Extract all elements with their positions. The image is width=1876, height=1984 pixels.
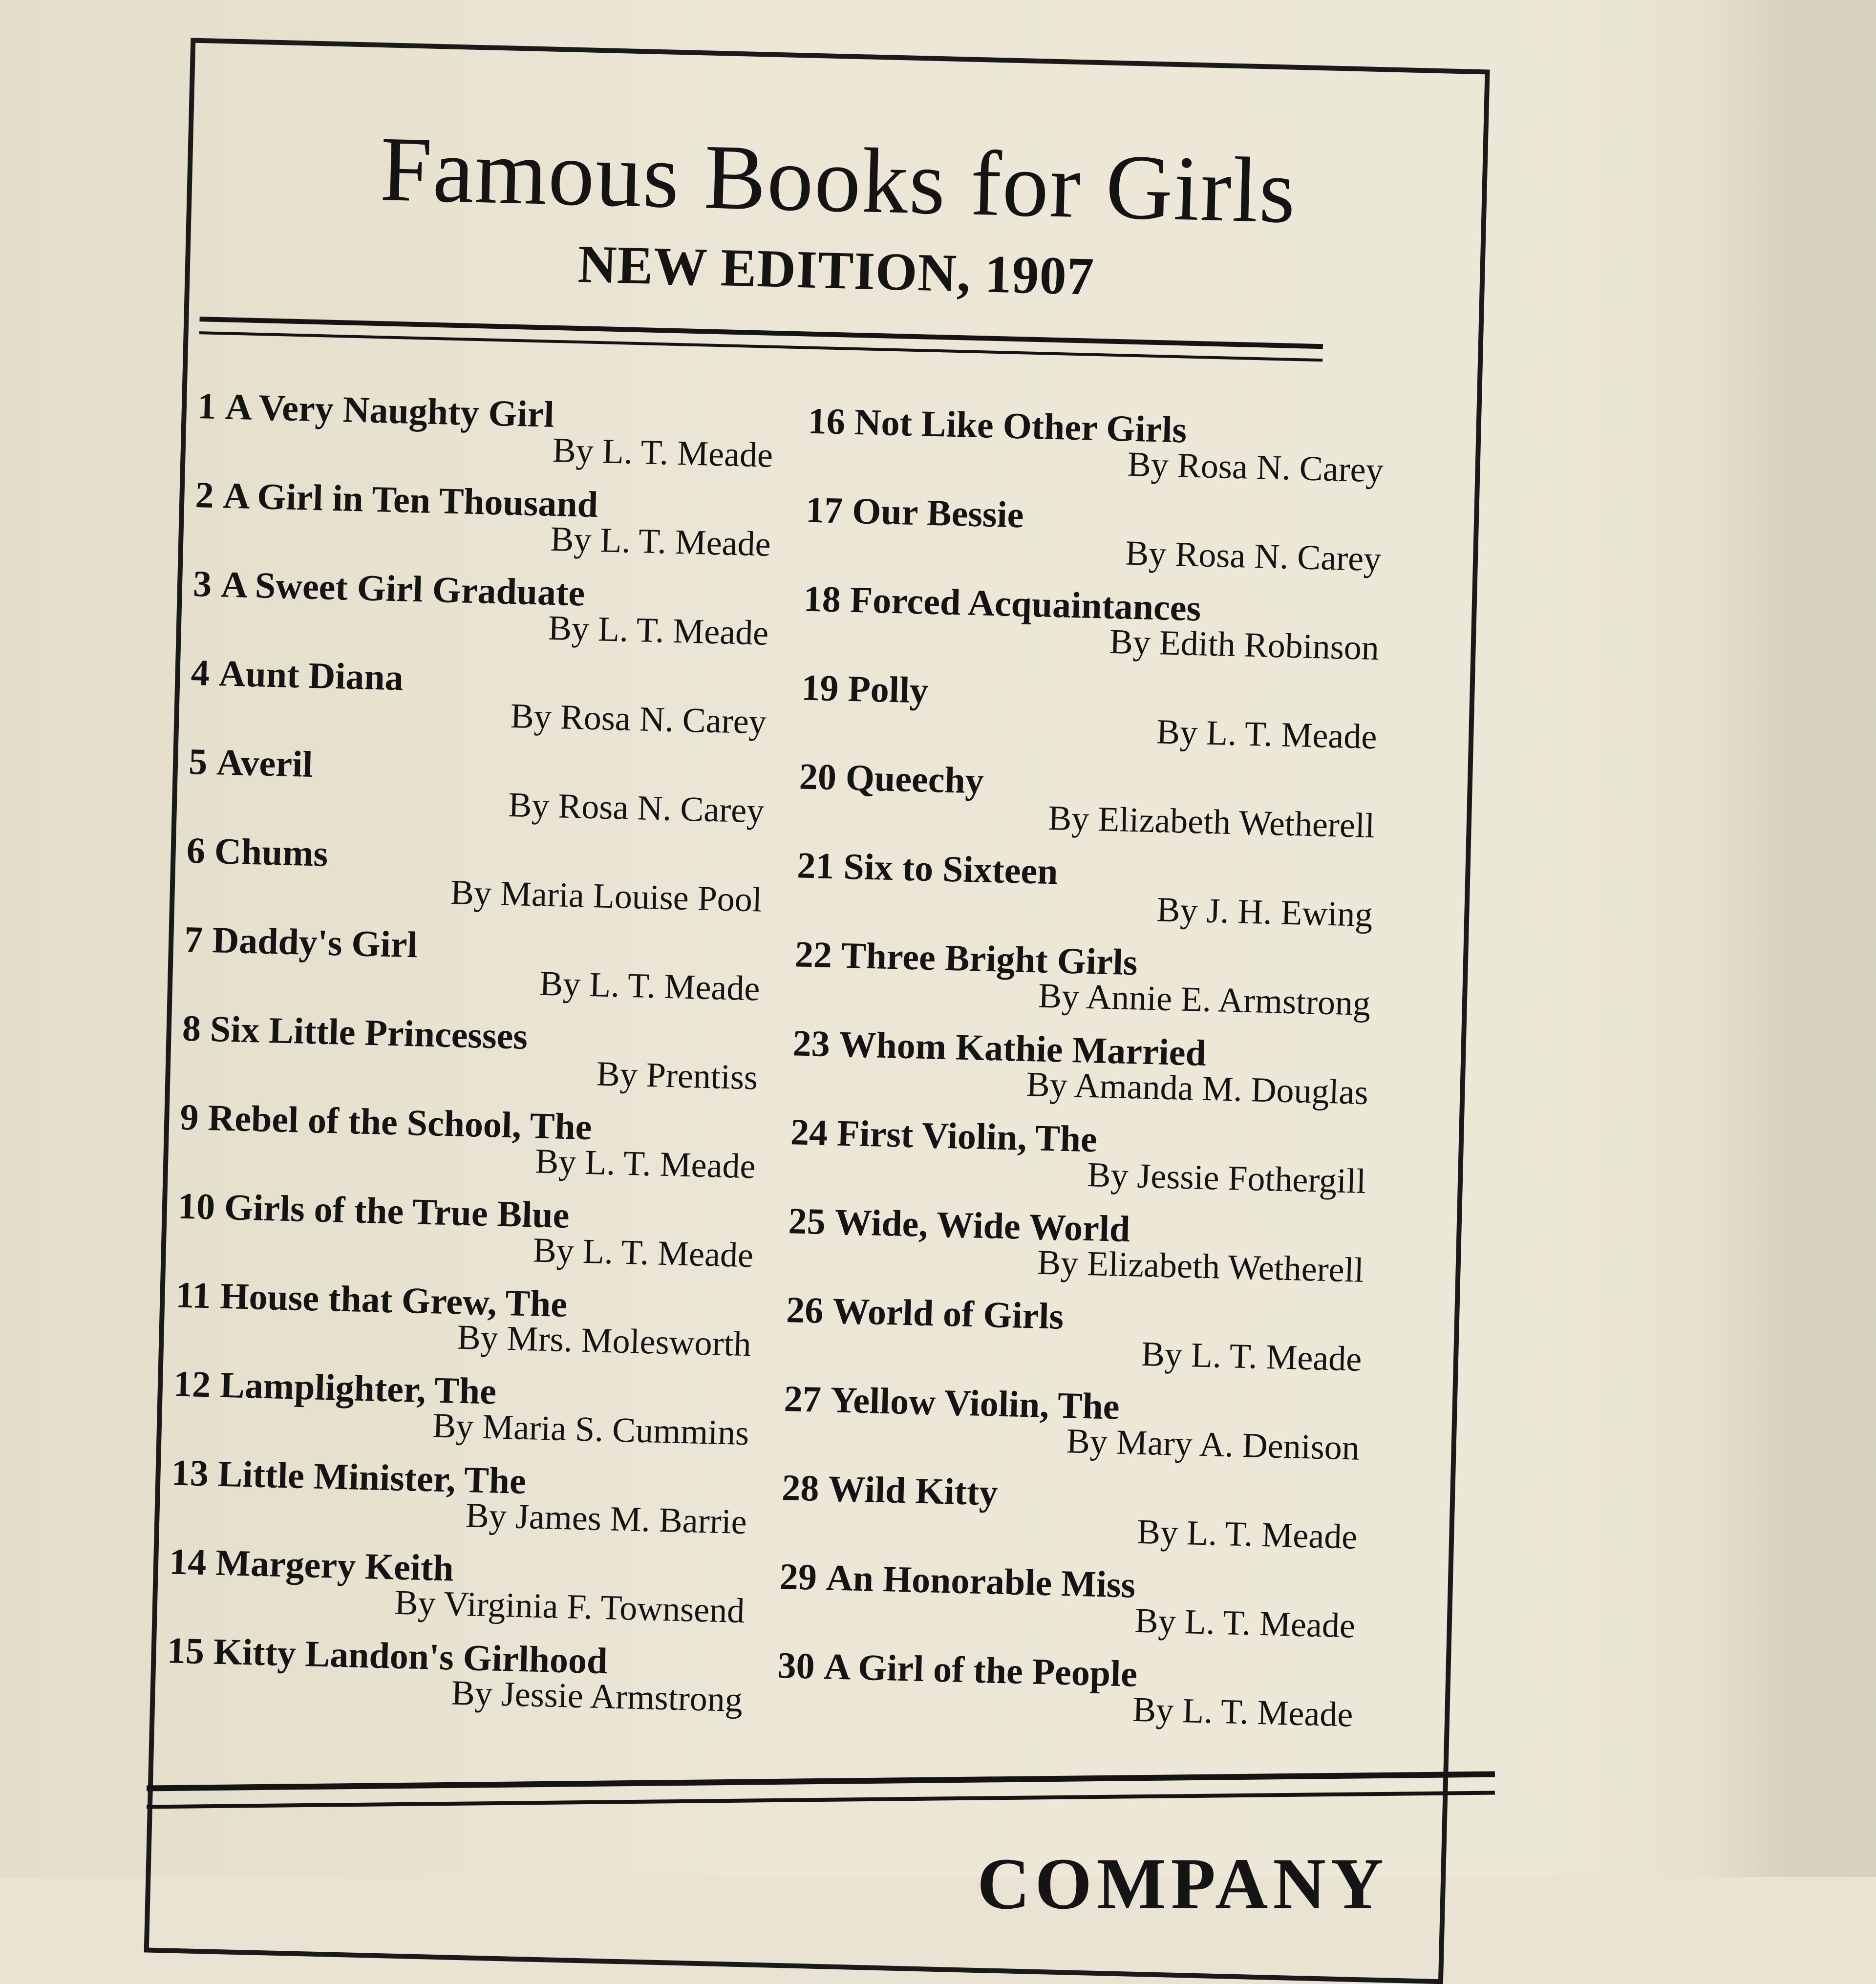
book-number: 3 [192,563,213,605]
book-entry [176,1185,755,1288]
book-number: 18 [803,578,841,620]
book-entry [804,489,1383,592]
book-entry [791,1022,1369,1125]
book-number: 28 [781,1467,820,1509]
book-number: 12 [173,1363,212,1406]
book-title-text: Averil [216,742,314,786]
book-title [799,755,984,802]
book-number: 9 [179,1096,199,1138]
book-author: By Elizabeth Wetherell [1047,798,1375,846]
book-spine-shadow [1700,0,1876,1877]
book-entry [802,577,1381,681]
book-number: 7 [184,918,204,960]
header-rule-thin [199,331,1322,362]
book-number: 5 [188,741,208,783]
book-entry [780,1467,1359,1570]
book-title [790,1111,1098,1161]
book-number: 25 [788,1200,826,1242]
book-title [177,1185,570,1237]
book-author: By L. T. Meade [539,963,761,1008]
book-author: By Virginia F. Townsend [394,1582,746,1631]
book-number: 14 [169,1541,207,1583]
book-number: 27 [783,1378,822,1420]
book-entry [187,741,766,844]
book-entry [168,1540,746,1643]
book-number: 8 [182,1007,202,1049]
book-entry [793,933,1372,1036]
book-title [197,385,554,436]
book-entry [785,1289,1363,1392]
book-title-text: Margery Keith [215,1542,454,1589]
book-number: 22 [794,934,833,976]
book-author: By Rosa N. Carey [1127,444,1384,490]
book-title-text: Rebel of the School, The [207,1097,593,1148]
book-title-text: Daddy's Girl [212,919,418,966]
book-title-text: First Violin, The [836,1112,1098,1160]
book-author: By L. T. Meade [532,1230,754,1275]
book-number: 19 [801,667,839,709]
book-author: By L. T. Meade [1141,1334,1363,1379]
book-title [184,918,418,967]
book-number: 17 [805,489,844,532]
book-number: 1 [197,385,217,427]
book-author: By L. T. Meade [548,608,769,653]
book-title [182,1007,528,1058]
book-author: By J. H. Ewing [1156,890,1373,935]
book-entry [174,1274,752,1377]
book-author: By Rosa N. Carey [510,696,767,742]
book-author: By L. T. Meade [534,1141,756,1186]
book-number: 29 [779,1556,818,1598]
book-number: 16 [807,400,846,443]
book-author: By Maria Louise Pool [450,873,763,919]
book-entry [787,1200,1365,1303]
book-author: By Elizabeth Wetherell [1037,1242,1364,1290]
book-author: By L. T. Meade [1156,712,1378,757]
book-title-text: Little Minister, The [217,1453,527,1502]
book-number: 13 [171,1452,209,1494]
book-title-text: A Very Naughty Girl [225,386,555,435]
page-title: Famous Books for Girls [379,118,1298,243]
publisher-name-fragment: COMPANY [977,1843,1389,1924]
book-number: 26 [786,1289,824,1331]
book-author: By Mrs. Molesworth [456,1317,752,1364]
book-title-text: Kitty Landon's Girlhood [213,1631,608,1682]
book-number: 23 [792,1023,831,1065]
book-number: 11 [175,1274,212,1317]
book-number: 4 [190,652,210,694]
book-number: 30 [777,1644,815,1687]
book-title-text: Whom Kathie Married [838,1024,1207,1074]
book-title-text: Chums [213,831,329,875]
book-title [781,1467,998,1515]
book-number: 2 [194,474,214,516]
book-author: By Jessie Fothergill [1087,1155,1367,1201]
book-entry [181,1007,759,1110]
book-title-text: Polly [847,668,929,711]
book-entry [800,666,1378,769]
book-title [779,1556,1136,1607]
book-entry [166,1629,744,1732]
book-title [777,1644,1138,1696]
book-title-text: Six Little Princesses [210,1008,529,1057]
book-author: By Edith Robinson [1109,621,1380,668]
book-number: 15 [166,1630,205,1672]
book-entry [192,563,770,666]
book-entry [170,1451,748,1555]
book-author: By Mary A. Denison [1066,1421,1360,1468]
book-entry [778,1556,1357,1659]
header-rule-thick [199,317,1323,349]
book-entry [795,844,1374,947]
book-title [801,666,929,712]
book-author: By Amanda M. Douglas [1025,1064,1369,1112]
book-entry [776,1644,1354,1748]
book-title-text: Aunt Diana [218,653,404,699]
book-entry [172,1363,750,1466]
book-title-text: A Girl of the People [823,1646,1138,1695]
book-entry [189,652,767,755]
book-author: By Jessie Armstrong [451,1673,743,1720]
book-number: 20 [799,756,837,798]
book-entry [806,400,1385,503]
book-author: By L. T. Meade [1134,1600,1356,1645]
book-title-text: Wide, Wide World [834,1201,1131,1250]
book-title-text: Not Like Other Girls [853,401,1188,451]
book-author: By Annie E. Armstrong [1038,976,1371,1024]
left-book-column [166,385,774,1732]
book-author: By L. T. Meade [550,519,771,564]
book-title-text: Forced Acquaintances [849,579,1202,629]
book-author: By L. T. Meade [1136,1512,1358,1557]
book-title [191,652,404,700]
book-title-text: Queechy [845,757,984,802]
book-number: 10 [177,1185,216,1228]
book-title-text: A Girl in Ten Thousand [222,475,598,526]
book-title-text: House that Grew, The [219,1275,568,1325]
book-author: By Maria S. Cummins [432,1406,750,1453]
book-author: By L. T. Meade [1132,1689,1354,1734]
book-author: By Prentiss [596,1054,758,1097]
book-title-text: Three Bright Girls [841,935,1138,983]
right-book-column [776,400,1385,1748]
book-list-page [133,82,1504,1853]
book-title [188,741,313,786]
book-title [786,1289,1064,1338]
book-title [805,489,1024,537]
book-entry [789,1111,1367,1214]
book-number: 24 [790,1111,829,1153]
edition-subtitle: NEW EDITION, 1907 [577,234,1095,306]
book-entry [183,918,761,1022]
book-entry [178,1096,757,1199]
book-title-text: Our Bessie [852,490,1024,536]
book-entry [783,1378,1361,1481]
book-entry [196,385,774,488]
book-title-text: Lamplighter, The [219,1364,497,1412]
book-author: By L. T. Meade [552,430,774,475]
book-title-text: A Sweet Girl Graduate [220,564,586,614]
book-title-text: Yellow Violin, The [830,1379,1120,1428]
book-entry [798,755,1376,858]
book-title-text: An Honorable Miss [825,1557,1136,1606]
book-author: By James M. Barrie [465,1495,747,1542]
book-entry [185,830,764,933]
book-title-text: World of Girls [832,1290,1065,1337]
book-author: By Rosa N. Carey [1125,533,1382,579]
book-author: By Rosa N. Carey [508,785,765,831]
book-title-text: Wild Kitty [828,1468,999,1514]
book-title [186,830,328,875]
book-number: 21 [796,845,835,887]
book-title [192,563,585,615]
book-title [797,844,1059,893]
book-number: 6 [186,830,206,872]
book-title-text: Six to Sixteen [843,846,1059,893]
book-title-text: Girls of the True Blue [224,1186,570,1237]
book-entry [193,474,772,577]
